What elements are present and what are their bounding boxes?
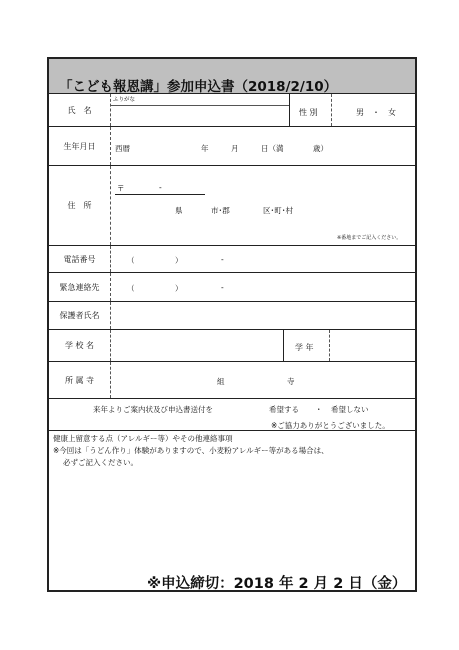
gender-label: 性 別	[299, 108, 318, 117]
school-row	[49, 329, 415, 361]
birth-label: 生年月日	[49, 127, 111, 165]
health-note-line1: ※今回は「うどん作り」体験がありますので、小麦粉アレルギー等がある場合は、	[53, 446, 329, 455]
grade-divider	[329, 330, 330, 361]
name-divider	[289, 94, 290, 126]
address-row	[49, 165, 415, 245]
address-label: 住 所	[49, 166, 111, 245]
guardian-label: 保護者氏名	[49, 302, 111, 329]
birth-era: 西暦	[115, 144, 130, 153]
address-note: ※番地までご記入ください。	[337, 235, 402, 241]
postal-mark: 〒	[117, 184, 125, 193]
phone-paren-close: ）	[175, 256, 183, 265]
form-title: 「こども報恩講」参加申込書（2018/2/10）	[59, 79, 338, 95]
name-input[interactable]	[113, 107, 287, 123]
school-divider	[283, 330, 284, 361]
name-row	[49, 93, 415, 126]
guide-thanks: ※ご協力ありがとうございました。	[271, 421, 390, 430]
address-ken: 県	[175, 206, 183, 215]
temple-label: 所 属 寺	[49, 362, 111, 398]
phone-paren-open: （	[127, 256, 135, 265]
guide-row	[49, 398, 415, 430]
emergency-dash: -	[221, 283, 224, 292]
emergency-paren-open: （	[127, 284, 135, 293]
application-form	[47, 57, 417, 592]
birth-month: 月	[231, 144, 239, 153]
emergency-paren-close: ）	[175, 284, 183, 293]
address-town: 区･町･村	[263, 206, 293, 215]
name-label: 氏 名	[49, 94, 111, 126]
guide-nowish[interactable]: 希望しない	[331, 405, 369, 414]
furigana-label: ふりがな	[113, 97, 136, 103]
health-note-line2: 必ずご記入ください。	[63, 458, 138, 467]
guide-text: 来年よりご案内状及び申込書送付を	[93, 405, 213, 414]
phone-dash: -	[221, 255, 224, 264]
form-header	[49, 59, 415, 93]
birth-age: 歳）	[313, 144, 328, 153]
guide-sep: ・	[315, 405, 323, 414]
guardian-row	[49, 301, 415, 329]
gender-divider	[331, 94, 332, 126]
temple-unit: 寺	[287, 377, 295, 386]
birth-year: 年	[201, 144, 209, 153]
birth-day: 日（満	[261, 144, 284, 153]
health-heading: 健康上留意する点（アレルギー等）やその他連絡事項	[53, 434, 233, 443]
emergency-row	[49, 272, 415, 301]
guide-wish[interactable]: 希望する	[269, 405, 299, 414]
furigana-divider	[111, 105, 289, 106]
school-label: 学 校 名	[49, 330, 111, 361]
temple-row	[49, 361, 415, 398]
birth-row	[49, 126, 415, 165]
health-notes-area[interactable]	[49, 430, 415, 591]
phone-row	[49, 245, 415, 272]
postal-underline	[115, 194, 205, 195]
gender-options[interactable]: 男 ・ 女	[356, 108, 396, 117]
class-unit: 組	[217, 377, 225, 386]
phone-label: 電話番号	[49, 246, 111, 272]
grade-label: 学 年	[295, 343, 314, 352]
postal-dash: -	[159, 183, 162, 192]
deadline-text: ※申込締切：2018 年 2 月 2 日（金）	[147, 576, 407, 592]
emergency-label: 緊急連絡先	[49, 273, 111, 301]
address-city: 市･郡	[211, 206, 230, 215]
